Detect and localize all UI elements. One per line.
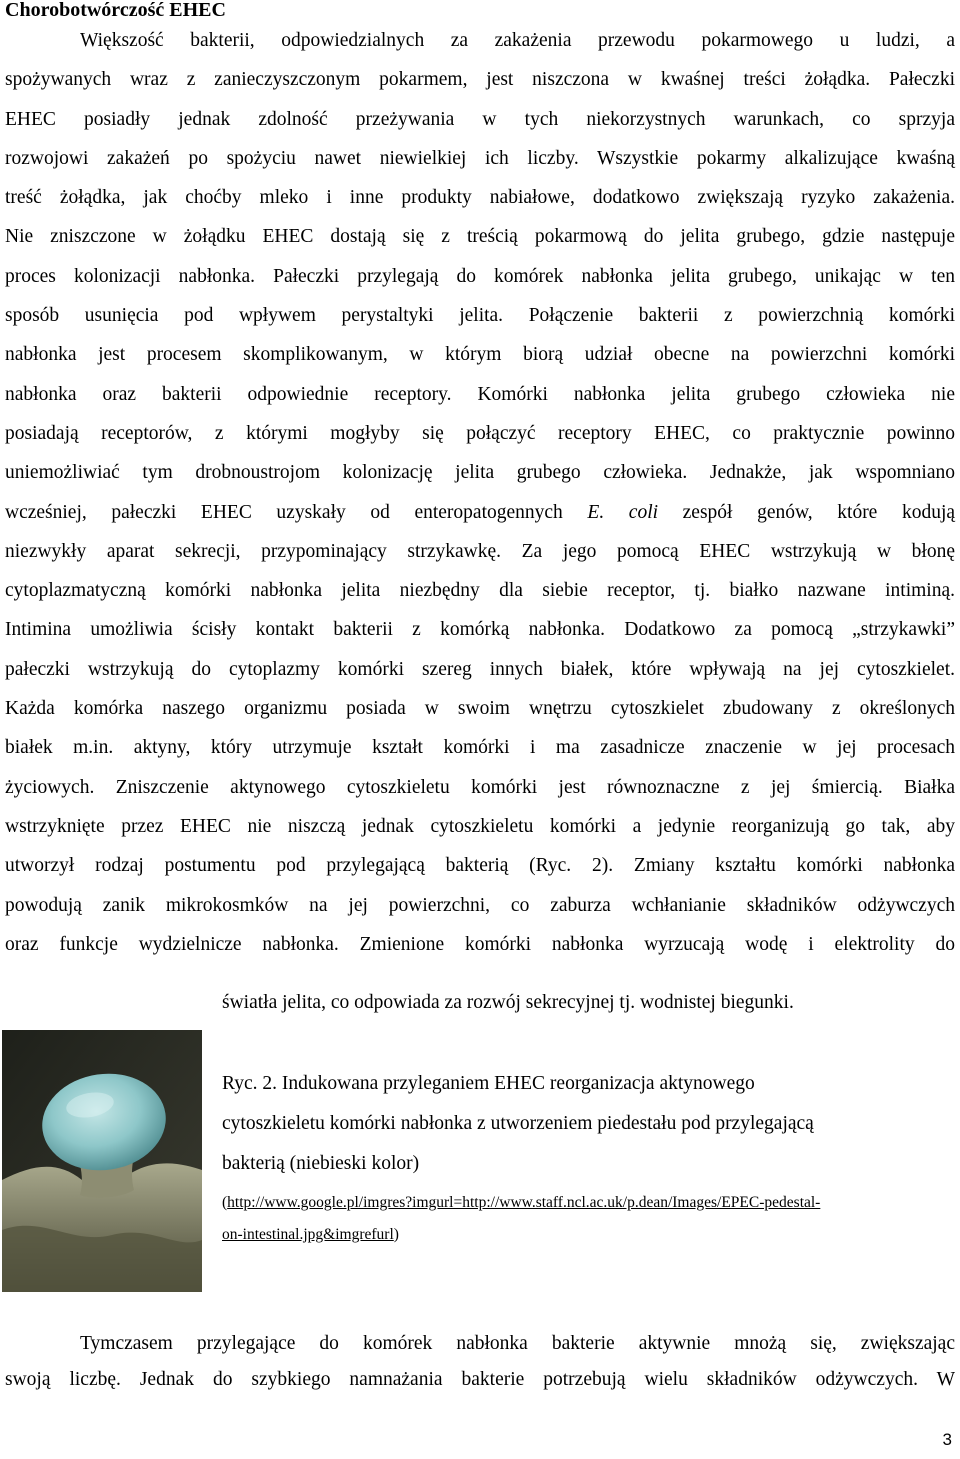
text-line: uniemożliwiać tym drobnoustrojom kolonizację jelita grubego człowieka. Jednakże, jak wspomniano bbox=[5, 462, 955, 484]
text-line: Nie zniszczone w żołądku EHEC dostają się z treścią pokarmową do jelita grubego, gdzie następuje bbox=[5, 226, 955, 248]
bacterium-micrograph bbox=[2, 1030, 202, 1292]
source-url-line-1 bbox=[222, 1187, 957, 1218]
text-line: nabłonka oraz bakterii odpowiednie receptory. Komórki nabłonka jelita grubego człowieka nie bbox=[5, 383, 955, 405]
caption-line: bakterią (niebieski kolor) bbox=[222, 1153, 420, 1174]
text-line: wstrzyknięte przez EHEC nie niszczą jednak cytoszkieletu komórki a jedynie reorganizują go tak, aby bbox=[5, 815, 955, 837]
text-line: spożywanych wraz z zanieczyszczonym pokarmem, jest niszczona w kwaśnej treści żołądka. Pałeczki bbox=[5, 69, 955, 91]
text-line: posiadają receptorów, z którymi mogłyby się połączyć receptory EHEC, co praktycznie powinno bbox=[5, 422, 955, 444]
text-line-with-italic bbox=[5, 493, 955, 532]
text-line: proces kolonizacji nabłonka. Pałeczki przylegają do komórek nabłonka jelita grubego, unikając w ten bbox=[5, 265, 955, 287]
paren-close: ) bbox=[393, 1226, 399, 1243]
text-line: pałeczki wstrzykują do cytoplazmy komórki szereg innych białek, które wpływają na jej cytoszkielet. bbox=[5, 658, 955, 680]
text-line: Każda komórka naszego organizmu posiada w swoim wnętrzu cytoszkielet zbudowany z określonych bbox=[5, 698, 955, 720]
text-line: powodują zanik mikrokosmków na jej powierzchni, co zaburza wchłanianie składników odżywczych bbox=[5, 894, 955, 916]
body-paragraph bbox=[5, 21, 955, 964]
source-url-line-2 bbox=[222, 1219, 957, 1250]
section-heading: Chorobotwórczość EHEC bbox=[5, 0, 226, 21]
text-line: utworzył rodzaj postumentu pod przylegającą bakterią (Ryc. 2). Zmiany kształtu komórki nabłonka bbox=[5, 855, 955, 877]
text-line: Większość bakterii, odpowiedzialnych za zakażenia przewodu pokarmowego u ludzi, a bbox=[80, 30, 955, 51]
species-name-italic: E. coli bbox=[587, 501, 659, 523]
source-link-continued[interactable]: on-intestinal.jpg&imgrefurl bbox=[222, 1226, 394, 1243]
page-number: 3 bbox=[942, 1430, 952, 1449]
text-line: swoją liczbę. Jednak do szybkiego namnażania bakterie potrzebują wielu składników odżywczych. W bbox=[5, 1369, 955, 1390]
text-segment: wcześniej, pałeczki EHEC uzyskały od enteropatogennych bbox=[5, 501, 563, 523]
text-segment: zespół genów, które kodują bbox=[682, 501, 956, 523]
body-paragraph-2 bbox=[5, 1326, 955, 1398]
text-line: niezwykły aparat sekrecji, przypominający strzykawkę. Za jego pomocą EHEC wstrzykują w błonę bbox=[5, 540, 955, 562]
micrograph-image bbox=[2, 1030, 202, 1292]
caption-line: Ryc. 2. Indukowana przyleganiem EHEC reorganizacja aktynowego bbox=[222, 1073, 755, 1094]
text-line: sposób usunięcia pod wpływem perystaltyki jelita. Połączenie bakterii z powierzchnią komórki bbox=[5, 305, 955, 327]
paren-open: ( bbox=[222, 1194, 228, 1211]
text-line: rozwojowi zakażeń po spożyciu nawet niewielkiej ich liczby. Wszystkie pokarmy alkalizujące kwaśną bbox=[5, 147, 955, 169]
caption-line: cytoszkieletu komórki nabłonka z utworzeniem piedestału pod przylegającą bbox=[222, 1113, 814, 1134]
paragraph-tail-line: światła jelita, co odpowiada za rozwój sekrecyjnej tj. wodnistej biegunki. bbox=[222, 992, 794, 1013]
text-line: cytoplazmatyczną komórki nabłonka jelita niezbędny dla siebie receptor, tj. białko nazwane intiminą. bbox=[5, 580, 955, 602]
text-line: nabłonka jest procesem skomplikowanym, w którym biorą udział obecne na powierzchni komórki bbox=[5, 344, 955, 366]
text-line: Tymczasem przylegające do komórek nabłonka bakterie aktywnie mnożą się, zwiększając bbox=[80, 1333, 955, 1354]
text-line: oraz funkcje wydzielnicze nabłonka. Zmienione komórki nabłonka wyrzucają wodę i elektrolity do bbox=[5, 933, 955, 955]
text-line: treść żołądka, jak choćby mleko i inne produkty nabiałowe, dodatkowo zwiększają ryzyko zakażenia. bbox=[5, 187, 955, 209]
text-line: Intimina umożliwia ścisły kontakt bakterii z komórką nabłonka. Dodatkowo za pomocą „strzykawki” bbox=[5, 619, 955, 641]
text-line: życiowych. Zniszczenie aktynowego cytoszkieletu komórki jest równoznaczne z jej śmiercią. Białka bbox=[5, 776, 955, 798]
text-line: białek m.in. aktyny, który utrzymuje kształt komórki i ma zasadnicze znaczenie w jej procesach bbox=[5, 737, 955, 759]
figure-caption bbox=[222, 1064, 957, 1184]
source-link[interactable]: http://www.google.pl/imgres?imgurl=http://www.staff.ncl.ac.uk/p.dean/Images/EPEC-pedestal- bbox=[227, 1194, 821, 1211]
text-line: EHEC posiadły jednak zdolność przeżywania w tych niekorzystnych warunkach, co sprzyja bbox=[5, 108, 955, 130]
